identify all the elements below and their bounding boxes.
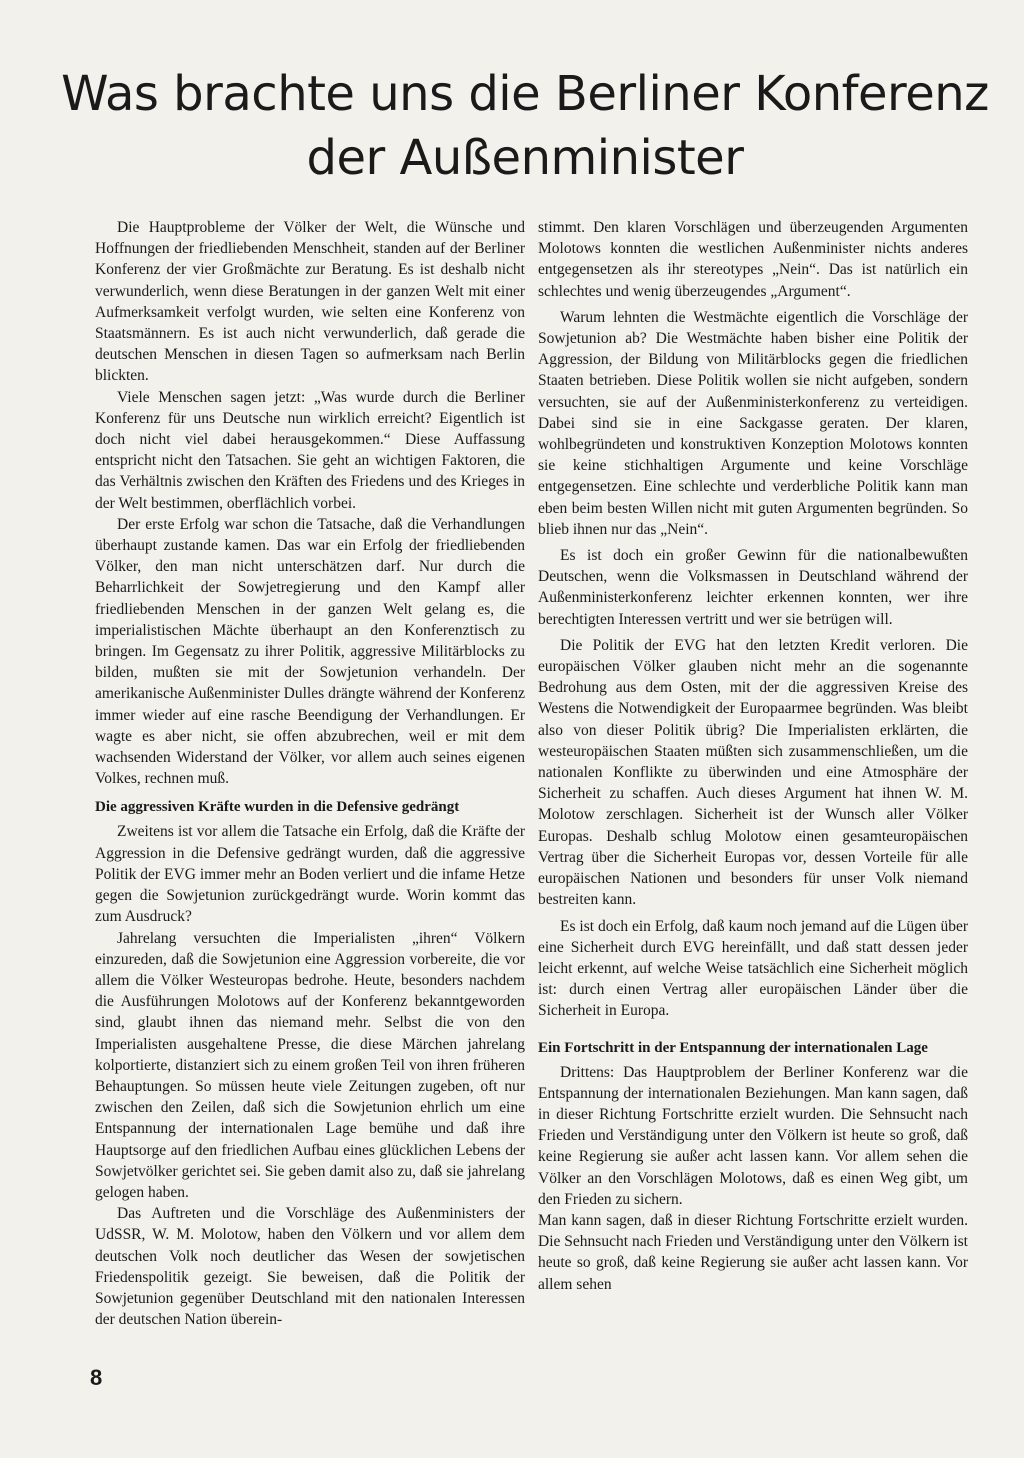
article-title — [60, 62, 990, 190]
paragraph: Es ist doch ein Erfolg, daß kaum noch jemand auf die Lügen über eine Sicherheit durch EVG hereinfällt, und daß statt dessen jeder leicht erkennt, auf welche Weise tatsächlich eine Sicherheit möglich ist: durch einen Vertrag aller europäischen Länder über die Sicherheit in Europa. — [538, 917, 968, 1020]
paragraph: Zweitens ist vor allem die Tatsache ein Erfolg, daß die Kräfte der Aggression in die Defensive gedrängt wurden, daß die aggressive Politik der EVG immer mehr an Boden verliert und die infame Hetze gegen die Sowjetunion zurückgedrängt wurde. Worin kommt das zum Ausdruck? — [95, 823, 525, 926]
paragraph: Die Politik der EVG hat den letzten Kredit verloren. Die europäischen Völker glauben nicht mehr an die sogenannte Bedrohung aus dem Osten, mit der die aggressiven Kreise des Westens die Notwendigkeit der Europaarmee begründen. Was bleibt also von dieser Politik übrig? Die Imperialisten erklärten, die westeuropäischen Staaten müßten sich zusammenschließen, um die nationalen Konflikte zu überwinden und eine Atmosphäre der Sicherheit zu schaffen. Auch dieses Argument hat ihnen W. M. Molotow zerschlagen. Sicherheit ist der Wunsch aller Völker Europas. Deshalb schlug Molotow einen gesamteuropäischen Vertrag über die Sicherheit Europas vor, dessen Vorteile für alle europäischen Nationen und besonders für unser Volk niemand bestreiten kann. — [538, 636, 968, 909]
paragraph: Warum lehnten die Westmächte eigentlich die Vorschläge der Sowjetunion ab? Die Westmächte haben bisher eine Politik der Aggression, der Bildung von Militärblocks gegen die friedlichen Staaten betrieben. Diese Politik wollen sie nicht aufgeben, sondern versuchten, sie auf der Außenministerkonferenz zu verteidigen. Dabei sind sie in eine Sackgasse geraten. Der klaren, wohlbegründeten und konstruktiven Konzeption Molotows konnten sie keine stichhaltigen Argumente und keine Vorschläge entgegensetzen. Eine schlechte und verderbliche Politik kann man eben beim besten Willen nicht mit guten Argumenten begründen. So blieb ihnen nur das „Nein“. — [538, 308, 968, 538]
paragraph: Jahrelang versuchten die Imperialisten „ihren“ Völkern einzureden, daß die Sowjetunion eine Aggression vorbereite, die vor allem die Völker Westeuropas bedrohe. Heute, besonders nachdem die Ausführungen Molotows auf der Konferenz bekanntgeworden sind, glaubt ihnen das niemand mehr. Selbst die von den Imperialisten ausgehaltene Presse, die diese Märchen jahrelang kolportierte, distanziert sich zu einem großen Teil von ihren früheren Behauptungen. So müssen heute viele Zeitungen zugeben, oft nur zwischen den Zeilen, daß sich die Sowjetunion ehrlich um eine Entspannung der internationalen Lage bemühe und daß ihre Hauptsorge auf den friedlichen Aufbau eines glücklichen Lebens der Sowjetvölker gerichtet sei. Sie geben damit also zu, daß sie jahrelang gelogen haben. — [95, 929, 525, 1201]
paragraph: Es ist doch ein großer Gewinn für die nationalbewußten Deutschen, wenn die Volksmassen in Deutschland während der Außenministerkonferenz leichter erkennen konnten, wer ihre berechtigten Interessen vertritt und wer sie betrügen will. — [538, 547, 968, 628]
paragraph: Die Hauptprobleme der Völker der Welt, die Wünsche und Hoffnungen der friedliebenden Menschheit, standen auf der Berliner Konferenz der vier Großmächte zur Beratung. Es ist deshalb nicht verwunderlich, wenn diese Beratungen in der ganzen Welt mit einer Aufmerksamkeit verfolgt wurden, wie selten eine Konferenz von Staatsmännern. Es ist auch nicht verwunderlich, daß gerade die deutschen Menschen in diesen Tagen so aufmerksam nach Berlin blickten. — [95, 219, 525, 385]
title-line-1: Was brachte uns die Berliner Konferenz — [61, 66, 989, 122]
title-line-2: der Außenminister — [306, 130, 744, 186]
left-column — [95, 217, 525, 1330]
paragraph: Der erste Erfolg war schon die Tatsache, daß die Verhandlungen überhaupt zustande kamen. Das war ein Erfolg der friedliebenden Völker, den man nicht unterschätzen darf. Nur durch die Beharrlichkeit der Sowjetregierung und den Kampf aller friedliebenden Menschen in der ganzen Welt gelang es, die imperialistischen Mächte überhaupt an den Konferenztisch zu bringen. Im Gegensatz zu ihrer Politik, aggressive Militärblocks zu bilden, mußten sie mit der Sowjetunion verhandeln. Der amerikanische Außenminister Dulles drängte während der Konferenz immer wieder auf eine rasche Beendigung der Verhandlungen. Er wagte es aber nicht, sie offen abzubrechen, weil er mit dem wachsenden Widerstand der Völker, vor allem auch seines eigenen Volkes, rechnen muß. — [95, 515, 525, 788]
paragraph: Das Auftreten und die Vorschläge des Außenministers der UdSSR, W. M. Molotow, haben den Völkern und vor allem dem deutschen Volk noch deutlicher das Wesen der sowjetischen Friedenspolitik gezeigt. Sie beweisen, daß die Politik der Sowjetunion gegenüber Deutschland mit den nationalen Interessen der deutschen Nation überein- — [95, 1205, 525, 1329]
page-number: 8 — [90, 1365, 103, 1390]
section-heading: Ein Fortschritt in der Entspannung der internationalen Lage — [538, 1039, 928, 1056]
paragraph: Drittens: Das Hauptproblem der Berliner Konferenz war die Entspannung der internationalen Beziehungen. Man kann sagen, daß in dieser Richtung Fortschritte erzielt wurden. Die Sehnsucht nach Frieden und Verständigung unter den Völkern ist heute so groß, daß keine Regierung sie außer acht lassen kann. Vor allem sehen die Völker an den Vorschlägen Molotows, daß es einen Weg gibt, um den Frieden zu sichern. — [538, 1063, 968, 1208]
paragraph: stimmt. Den klaren Vorschlägen und überzeugenden Argumenten Molotows konnten die westlichen Außenminister nichts anderes entgegensetzen als ihr stereotypes „Nein“. Das ist natürlich ein schlechtes und wenig überzeugendes „Argument“. — [538, 219, 968, 300]
paragraph: Viele Menschen sagen jetzt: „Was wurde durch die Berliner Konferenz für uns Deutsche nun wirklich erreicht? Eigentlich ist doch nicht viel dabei herausgekommen.“ Diese Auffassung entspricht nicht den Tatsachen. Sie geht an wichtigen Faktoren, die das Verhältnis zwischen den Kräften des Friedens und des Krieges in der Welt bestimmen, oberflächlich vorbei. — [95, 388, 525, 512]
section-heading: Die aggressiven Kräfte wurden in die Defensive gedrängt — [95, 799, 460, 816]
right-column — [538, 217, 968, 1295]
paragraph: Man kann sagen, daß in dieser Richtung Fortschritte erzielt wurden. Die Sehnsucht nach Frieden und Verständigung unter den Völkern ist heute so groß, daß keine Regierung sie außer acht lassen kann. Vor allem sehen — [538, 1211, 968, 1293]
